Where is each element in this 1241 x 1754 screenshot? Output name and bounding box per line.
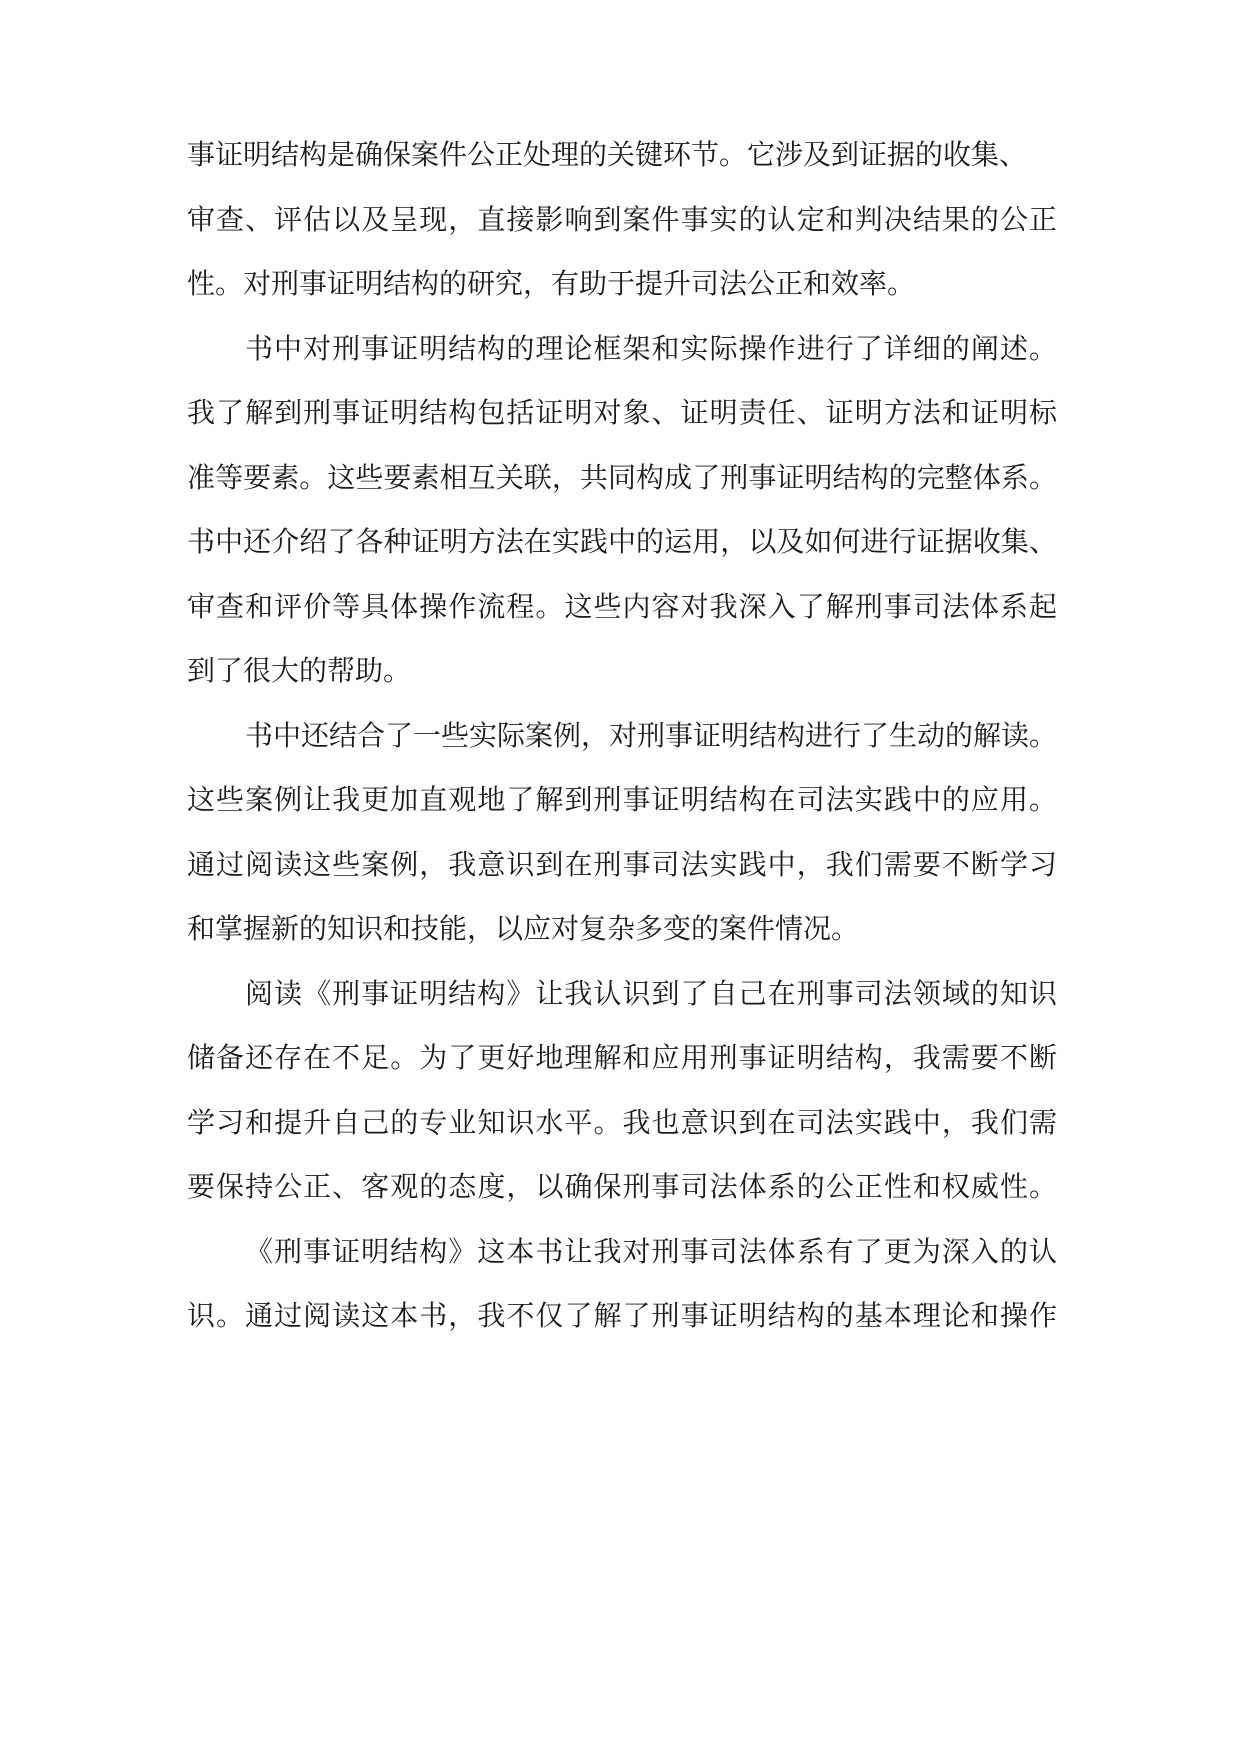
text-line: 性。对刑事证明结构的研究，有助于提升司法公正和效率。	[187, 267, 916, 300]
text-line: 书中对刑事证明结构的理论框架和实际操作进行了详细的阐述。	[245, 332, 1057, 365]
text-line: 我了解到刑事证明结构包括证明对象、证明责任、证明方法和证明标	[187, 396, 1057, 429]
text-line: 这些案例让我更加直观地了解到刑事证明结构在司法实践中的应用。	[187, 783, 1057, 816]
text-line: 学习和提升自己的专业知识水平。我也意识到在司法实践中，我们需	[187, 1106, 1057, 1139]
text-line: 书中还介绍了各种证明方法在实践中的运用，以及如何进行证据收集、	[187, 525, 1057, 558]
text-line: 事证明结构是确保案件公正处理的关键环节。它涉及到证据的收集、	[187, 138, 1028, 171]
text-line: 储备还存在不足。为了更好地理解和应用刑事证明结构，我需要不断	[187, 1041, 1057, 1074]
text-line: 审查、评估以及呈现，直接影响到案件事实的认定和判决结果的公正	[187, 203, 1057, 236]
text-line: 审查和评价等具体操作流程。这些内容对我深入了解刑事司法体系起	[187, 590, 1057, 623]
text-line: 《刑事证明结构》这本书让我对刑事司法体系有了更为深入的认	[245, 1235, 1057, 1268]
text-line: 阅读《刑事证明结构》让我认识到了自己在刑事司法领域的知识	[245, 977, 1057, 1010]
text-line: 准等要素。这些要素相互关联，共同构成了刑事证明结构的完整体系。	[187, 461, 1057, 494]
text-line: 要保持公正、客观的态度，以确保刑事司法体系的公正性和权威性。	[187, 1170, 1057, 1203]
text-line: 识。通过阅读这本书，我不仅了解了刑事证明结构的基本理论和操作	[187, 1299, 1057, 1332]
text-line: 书中还结合了一些实际案例，对刑事证明结构进行了生动的解读。	[245, 719, 1057, 752]
text-line: 到了很大的帮助。	[187, 654, 412, 687]
text-line: 通过阅读这些案例，我意识到在刑事司法实践中，我们需要不断学习	[187, 848, 1057, 881]
text-line: 和掌握新的知识和技能，以应对复杂多变的案件情况。	[187, 912, 860, 945]
